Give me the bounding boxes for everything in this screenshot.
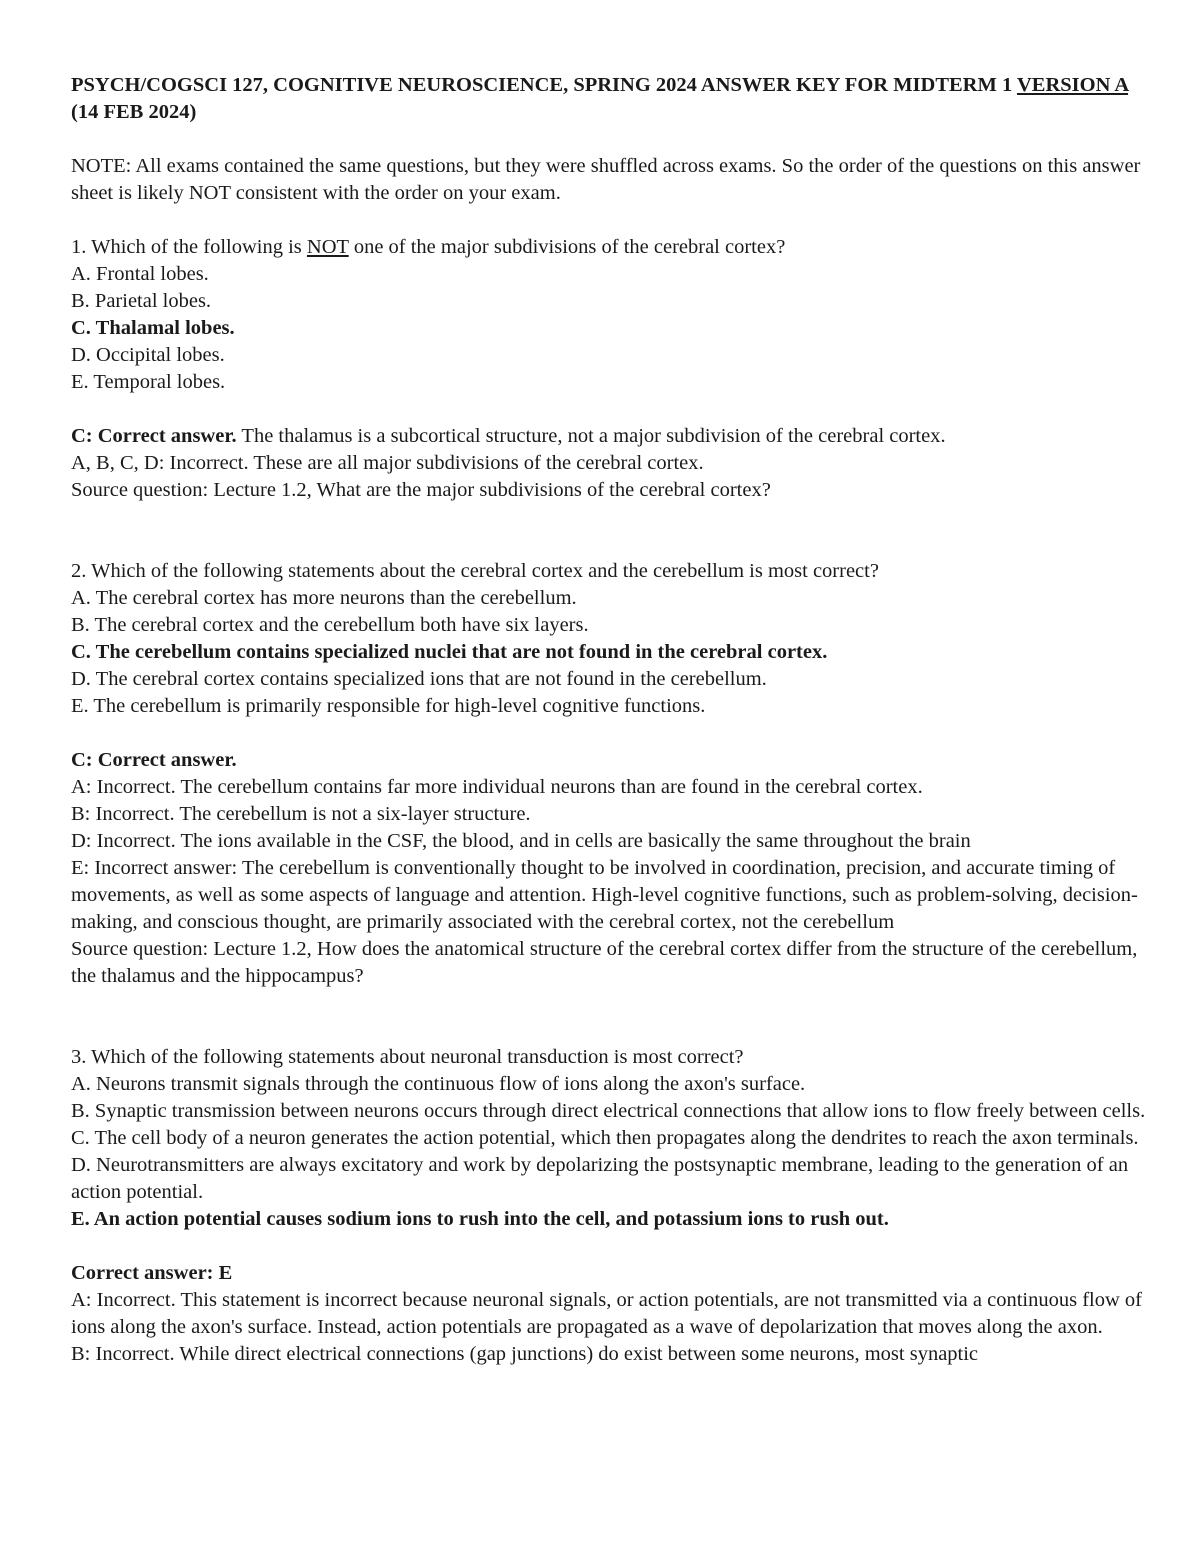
q3-explanation-a: A: Incorrect. This statement is incorrect because neuronal signals, or action potentials, are not transmitted via a continuous flow of ions along the axon's surface. Instead, action potentials are propagated as a wave of depolarization that moves along the axon.	[71, 1289, 1142, 1338]
q3-explanation-b: B: Incorrect. While direct electrical connections (gap junctions) do exist between some neurons, most synaptic	[71, 1343, 979, 1365]
title-version: VERSION A	[1016, 74, 1129, 96]
q3-option-b: B. Synaptic transmission between neurons occurs through direct electrical connections that allow ions to flow freely between cells.	[71, 1100, 1146, 1122]
q3-option-a: A. Neurons transmit signals through the continuous flow of ions along the axon's surface.	[71, 1073, 806, 1095]
q1-option-e: E. Temporal lobes.	[71, 371, 226, 393]
q2-option-b: B. The cerebral cortex and the cerebellum both have six layers.	[71, 614, 589, 636]
q1-source: Source question: Lecture 1.2, What are the major subdivisions of the cerebral cortex?	[71, 479, 771, 501]
q1-stem: 1. Which of the following is NOT one of the major subdivisions of the cerebral cortex?	[71, 236, 786, 258]
q3-option-d: D. Neurotransmitters are always excitatory and work by depolarizing the postsynaptic membrane, leading to the generation of an action potential.	[71, 1154, 1129, 1203]
q2-option-c-correct: C. The cerebellum contains specialized nuclei that are not found in the cerebral cortex.	[71, 641, 828, 663]
q2-option-e: E. The cerebellum is primarily responsible for high-level cognitive functions.	[71, 695, 706, 717]
q2-explanation-b: B: Incorrect. The cerebellum is not a six-layer structure.	[71, 803, 531, 825]
q2-stem: 2. Which of the following statements about the cerebral cortex and the cerebellum is most correct?	[71, 560, 879, 582]
q2-option-d: D. The cerebral cortex contains specialized ions that are not found in the cerebellum.	[71, 668, 767, 690]
q1-answer: C: Correct answer. The thalamus is a subcortical structure, not a major subdivision of the cerebral cortex.	[71, 425, 946, 447]
q3-option-c: C. The cell body of a neuron generates the action potential, which then propagates along the dendrites to reach the axon terminals.	[71, 1127, 1139, 1149]
title-part1: PSYCH/COGSCI 127, COGNITIVE NEUROSCIENCE, SPRING 2024 ANSWER KEY FOR MIDTERM 1	[71, 74, 1017, 96]
q1-option-a: A. Frontal lobes.	[71, 263, 209, 285]
q2-answer: C: Correct answer.	[71, 749, 237, 771]
q3-answer: Correct answer: E	[71, 1262, 233, 1284]
q2-explanation-d: D: Incorrect. The ions available in the CSF, the blood, and in cells are basically the same throughout the brain	[71, 830, 971, 852]
q3-option-e-correct: E. An action potential causes sodium ions to rush into the cell, and potassium ions to rush out.	[71, 1208, 889, 1230]
q3-stem: 3. Which of the following statements about neuronal transduction is most correct?	[71, 1046, 744, 1068]
q2-option-a: A. The cerebral cortex has more neurons than the cerebellum.	[71, 587, 577, 609]
exam-note: NOTE: All exams contained the same questions, but they were shuffled across exams. So the order of the questions on this answer sheet is likely NOT consistent with the order on your exam.	[71, 155, 1141, 204]
q1-incorrect: A, B, C, D: Incorrect. These are all major subdivisions of the cerebral cortex.	[71, 452, 704, 474]
q2-source: Source question: Lecture 1.2, How does the anatomical structure of the cerebral cortex differ from the structure of the cerebellum, the thalamus and the hippocampus?	[71, 938, 1138, 987]
q2-explanation-a: A: Incorrect. The cerebellum contains far more individual neurons than are found in the cerebral cortex.	[71, 776, 923, 798]
q1-option-d: D. Occipital lobes.	[71, 344, 225, 366]
q1-option-c-correct: C. Thalamal lobes.	[71, 317, 235, 339]
q1-option-b: B. Parietal lobes.	[71, 290, 212, 312]
title-part2: (14 FEB 2024)	[71, 101, 197, 123]
answer-key-page	[71, 72, 1146, 1368]
page-title	[71, 72, 1146, 126]
q2-explanation-e: E: Incorrect answer: The cerebellum is conventionally thought to be involved in coordination, precision, and accurate timing of movements, as well as some aspects of language and attention. High-level cognitive functions, such as problem-solving, decision-making, and conscious thought, are primarily associated with the cerebral cortex, not the cerebellum	[71, 857, 1138, 933]
